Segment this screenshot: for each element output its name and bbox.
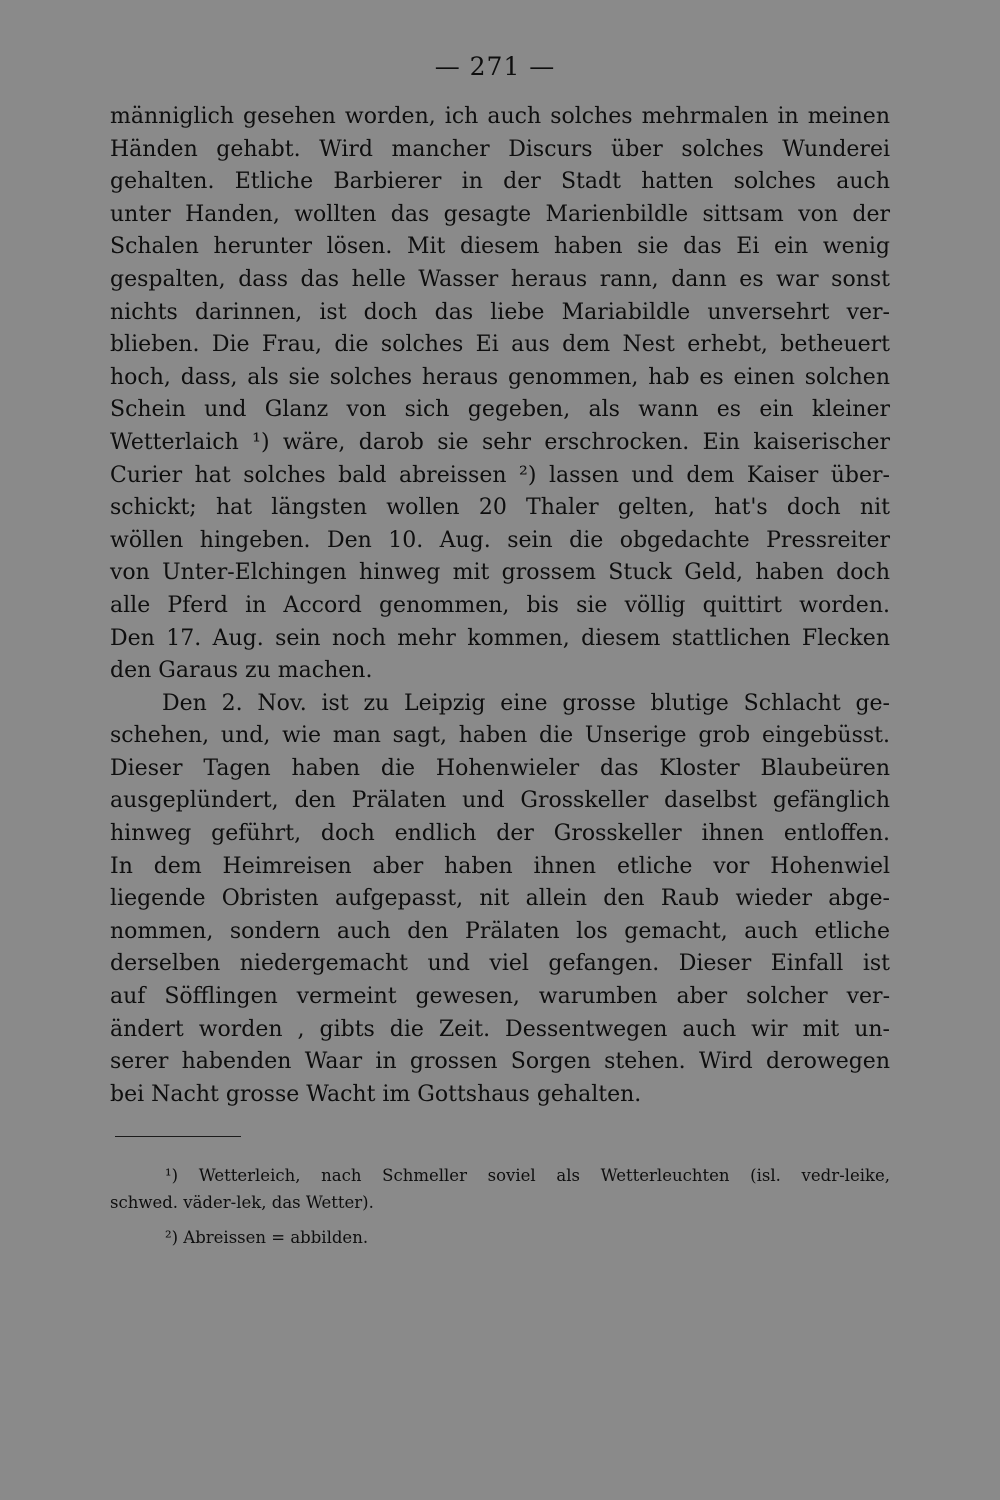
body-line: Händen gehabt. Wird mancher Discurs über solches Wunderei: [110, 136, 890, 162]
body-line: Den 17. Aug. sein noch mehr kommen, diesem stattlichen Flecken: [110, 625, 890, 651]
body-line: derselben niedergemacht und viel gefangen. Dieser Einfall ist: [110, 951, 890, 977]
body-line: blieben. Die Frau, die solches Ei aus dem Nest erhebt, betheuert: [110, 332, 890, 358]
body-line: hinweg geführt, doch endlich der Grosskeller ihnen entloffen.: [110, 821, 890, 847]
body-line: gehalten. Etliche Barbierer in der Stadt hatten solches auch: [110, 169, 890, 195]
body-line: ausgeplündert, den Prälaten und Grosskeller daselbst gefänglich: [110, 788, 890, 814]
body-line: Schalen herunter lösen. Mit diesem haben sie das Ei ein wenig: [110, 234, 890, 260]
footnote-spacer: [110, 1216, 890, 1224]
body-line: nichts darinnen, ist doch das liebe Mariabildle unversehrt ver-: [110, 299, 890, 325]
body-line: nommen, sondern auch den Prälaten los gemacht, auch etliche: [110, 918, 890, 944]
body-line: In dem Heimreisen aber haben ihnen etliche vor Hohenwiel: [110, 853, 890, 879]
main-text: [110, 101, 890, 1111]
body-line: gespalten, dass das helle Wasser heraus rann, dann es war sonst: [110, 266, 890, 292]
body-line: alle Pferd in Accord genommen, bis sie völlig quittirt worden.: [110, 592, 890, 618]
footnote-1-line: ¹) Wetterleich, nach Schmeller soviel als Wetterleuchten (isl. vedr-leike,: [165, 1166, 890, 1185]
body-line: Schein und Glanz von sich gegeben, als wann es ein kleiner: [110, 397, 890, 423]
body-line: männiglich gesehen worden, ich auch solches mehrmalen in meinen: [110, 104, 890, 129]
body-line: wöllen hingeben. Den 10. Aug. sein die obgedachte Pressreiter: [110, 527, 890, 553]
body-line: schickt; hat längsten wollen 20 Thaler gelten, hat's doch nit: [110, 495, 890, 521]
body-line: Wetterlaich ¹) wäre, darob sie sehr erschrocken. Ein kaiserischer: [110, 429, 890, 455]
body-line: Dieser Tagen haben die Hohenwieler das Kloster Blaubeüren: [110, 755, 890, 781]
footnote-1-line: schwed. väder-lek, das Wetter).: [110, 1193, 374, 1212]
body-line: unter Handen, wollten das gesagte Marienbildle sittsam von der: [110, 201, 890, 227]
footnote-2-line: ²) Abreissen = abbilden.: [165, 1228, 369, 1247]
body-line: liegende Obristen aufgepasst, nit allein den Raub wieder abge-: [110, 886, 890, 912]
body-line: von Unter-Elchingen hinweg mit grossem Stuck Geld, haben doch: [110, 560, 890, 586]
footnotes: [110, 1162, 890, 1251]
body-line: serer habenden Waar in grossen Sorgen stehen. Wird derowegen: [110, 1049, 890, 1075]
paragraph-end-line: den Garaus zu machen.: [110, 658, 373, 684]
footnote-divider: [115, 1136, 241, 1137]
paragraph-end-line: bei Nacht grosse Wacht im Gottshaus gehalten.: [110, 1081, 642, 1107]
body-line: schehen, und, wie man sagt, haben die Unserige grob eingebüsst.: [110, 723, 890, 749]
body-line: Curier hat solches bald abreissen ²) lassen und dem Kaiser über-: [110, 462, 890, 488]
body-line: ändert worden , gibts die Zeit. Dessentwegen auch wir mit un-: [110, 1016, 890, 1042]
body-line: hoch, dass, als sie solches heraus genommen, hab es einen solchen: [110, 364, 890, 390]
body-line: auf Söfflingen vermeint gewesen, warumben aber solcher ver-: [110, 984, 890, 1010]
page-number: — 271 —: [434, 52, 556, 81]
paragraph-start-line: Den 2. Nov. ist zu Leipzig eine grosse blutige Schlacht ge-: [162, 690, 890, 716]
